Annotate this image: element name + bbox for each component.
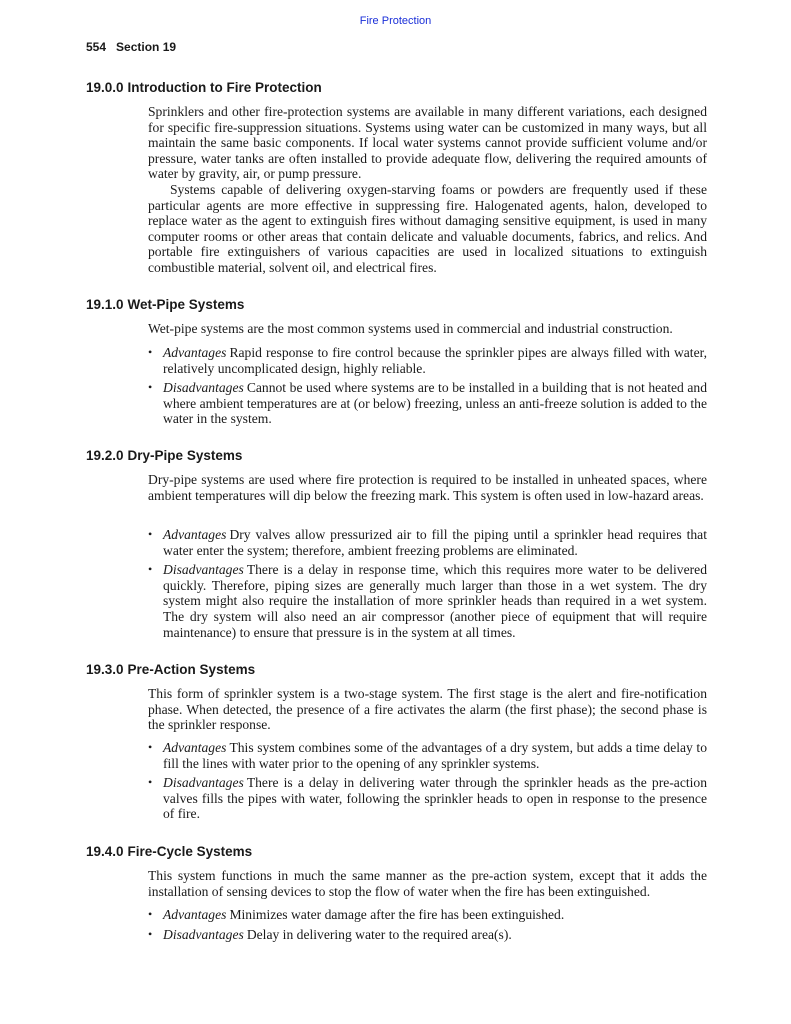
- bullet-lead: Disadvantages: [163, 562, 244, 578]
- bullet-list: [148, 527, 707, 640]
- section-body: [148, 321, 707, 337]
- bullet-list: [148, 345, 707, 427]
- section-body: [148, 686, 707, 733]
- body-paragraph: This system functions in much the same manner as the pre-action system, except that it adds the installation of sensing devices to stop the flow of water when the fire has been extinguished.: [148, 868, 707, 899]
- page-number: 554: [86, 40, 107, 54]
- section-heading: [86, 80, 322, 95]
- list-item: [148, 740, 707, 771]
- list-item: [148, 907, 707, 923]
- section-number: 19.0.0: [86, 80, 124, 95]
- list-item: [148, 527, 707, 558]
- section-number: 19.4.0: [86, 844, 124, 859]
- body-paragraph: Systems capable of delivering oxygen-starving foams or powders are frequently used if these particular agents are more effective in suppressing fire. Halogenated agents, halon, developed to replace water as the agent to extinguish fires without damaging sensitive equipment, is used in many computer rooms or other areas that contain delicate and valuable documents, fabrics, and relics. And portable fire extinguishers of various capacities are used in localized situations to extinguish combustible material, solvent oil, and electrical fires.: [148, 181, 707, 275]
- section-heading: [86, 448, 242, 463]
- section-heading: [86, 662, 255, 677]
- section-title: Fire-Cycle Systems: [127, 844, 253, 859]
- list-item: [148, 345, 707, 376]
- section-title: Wet-Pipe Systems: [127, 297, 245, 312]
- bullet-lead: Disadvantages: [163, 775, 244, 791]
- bullet-text: There is a delay in response time, which this requires more water to be delivered quickly. Therefore, piping sizes are generally much larger than those in a wet system. The dry system might also require the installation of more sprinkler heads than required in a wet system. The dry system will also need an air compressor (another piece of equipment that will require maintenance) to ensure that pressure is in the system at all times.: [163, 562, 707, 640]
- running-head: Fire Protection: [359, 15, 432, 27]
- bullet-list: [148, 740, 707, 822]
- bullet-text: Cannot be used where systems are to be installed in a building that is not heated and where ambient temperatures are at (or below) freezing, unless an anti-freeze solution is added to the water in the system.: [163, 380, 707, 427]
- body-paragraph: Wet-pipe systems are the most common systems used in commercial and industrial construction.: [148, 321, 673, 336]
- section-label: Section 19: [116, 40, 177, 54]
- section-body: [148, 472, 707, 503]
- bullet-lead: Advantages: [163, 527, 227, 542]
- list-item: [148, 380, 707, 427]
- bullet-text: Dry valves allow pressurized air to fill the piping until a sprinkler head requires that water enter the system; therefore, ambient freezing problems are eliminated.: [163, 527, 707, 558]
- list-item: [148, 775, 707, 822]
- body-paragraph: This form of sprinkler system is a two-stage system. The first stage is the alert and fire-notification phase. When detected, the presence of a fire activates the alarm (the first phase); the second phase is the sprinkler response.: [148, 686, 707, 733]
- section-heading: [86, 844, 252, 859]
- list-item: [148, 562, 707, 640]
- section-title: Dry-Pipe Systems: [127, 448, 243, 463]
- section-title: Pre-Action Systems: [127, 662, 256, 677]
- bullet-text: There is a delay in delivering water through the sprinkler heads as the pre-action valves fills the pipes with water, following the sprinkler heads to open in response to the presence of fire.: [163, 775, 707, 822]
- section-number: 19.2.0: [86, 448, 124, 463]
- bullet-text: This system combines some of the advantages of a dry system, but adds a time delay to fill the lines with water prior to the opening of any sprinkler systems.: [163, 740, 707, 771]
- bullet-text: Rapid response to fire control because the sprinkler pipes are always filled with water, relatively uncomplicated design, highly reliable.: [163, 345, 707, 376]
- section-number: 19.1.0: [86, 297, 124, 312]
- section-number: 19.3.0: [86, 662, 124, 677]
- section-body: [148, 868, 707, 899]
- list-item: [148, 927, 707, 943]
- bullet-lead: Advantages: [163, 907, 227, 922]
- bullet-lead: Advantages: [163, 740, 227, 755]
- body-paragraph: Sprinklers and other fire-protection systems are available in many different variations, each designed for specific fire-suppression situations. Systems using water can be customized in many ways, but all maintain the same basic components. If local water systems cannot provide sufficient volume and/or pressure, water tanks are often installed to provide adequate flow, delivering the required amounts of water by gravity, air, or pump pressure.: [148, 104, 707, 182]
- bullet-lead: Advantages: [163, 345, 227, 360]
- section-heading: [86, 297, 244, 312]
- section-body: [148, 104, 707, 276]
- bullet-list: [148, 907, 707, 942]
- bullet-lead: Disadvantages: [163, 926, 244, 942]
- page-folio: [86, 40, 176, 54]
- body-paragraph: Dry-pipe systems are used where fire protection is required to be installed in unheated spaces, where ambient temperatures will dip below the freezing mark. This system is often used in low-hazard areas.: [148, 472, 707, 503]
- bullet-lead: Disadvantages: [163, 380, 244, 396]
- section-title: Introduction to Fire Protection: [127, 80, 322, 95]
- bullet-text: Delay in delivering water to the required area(s).: [246, 926, 512, 942]
- bullet-text: Minimizes water damage after the fire has been extinguished.: [229, 907, 565, 922]
